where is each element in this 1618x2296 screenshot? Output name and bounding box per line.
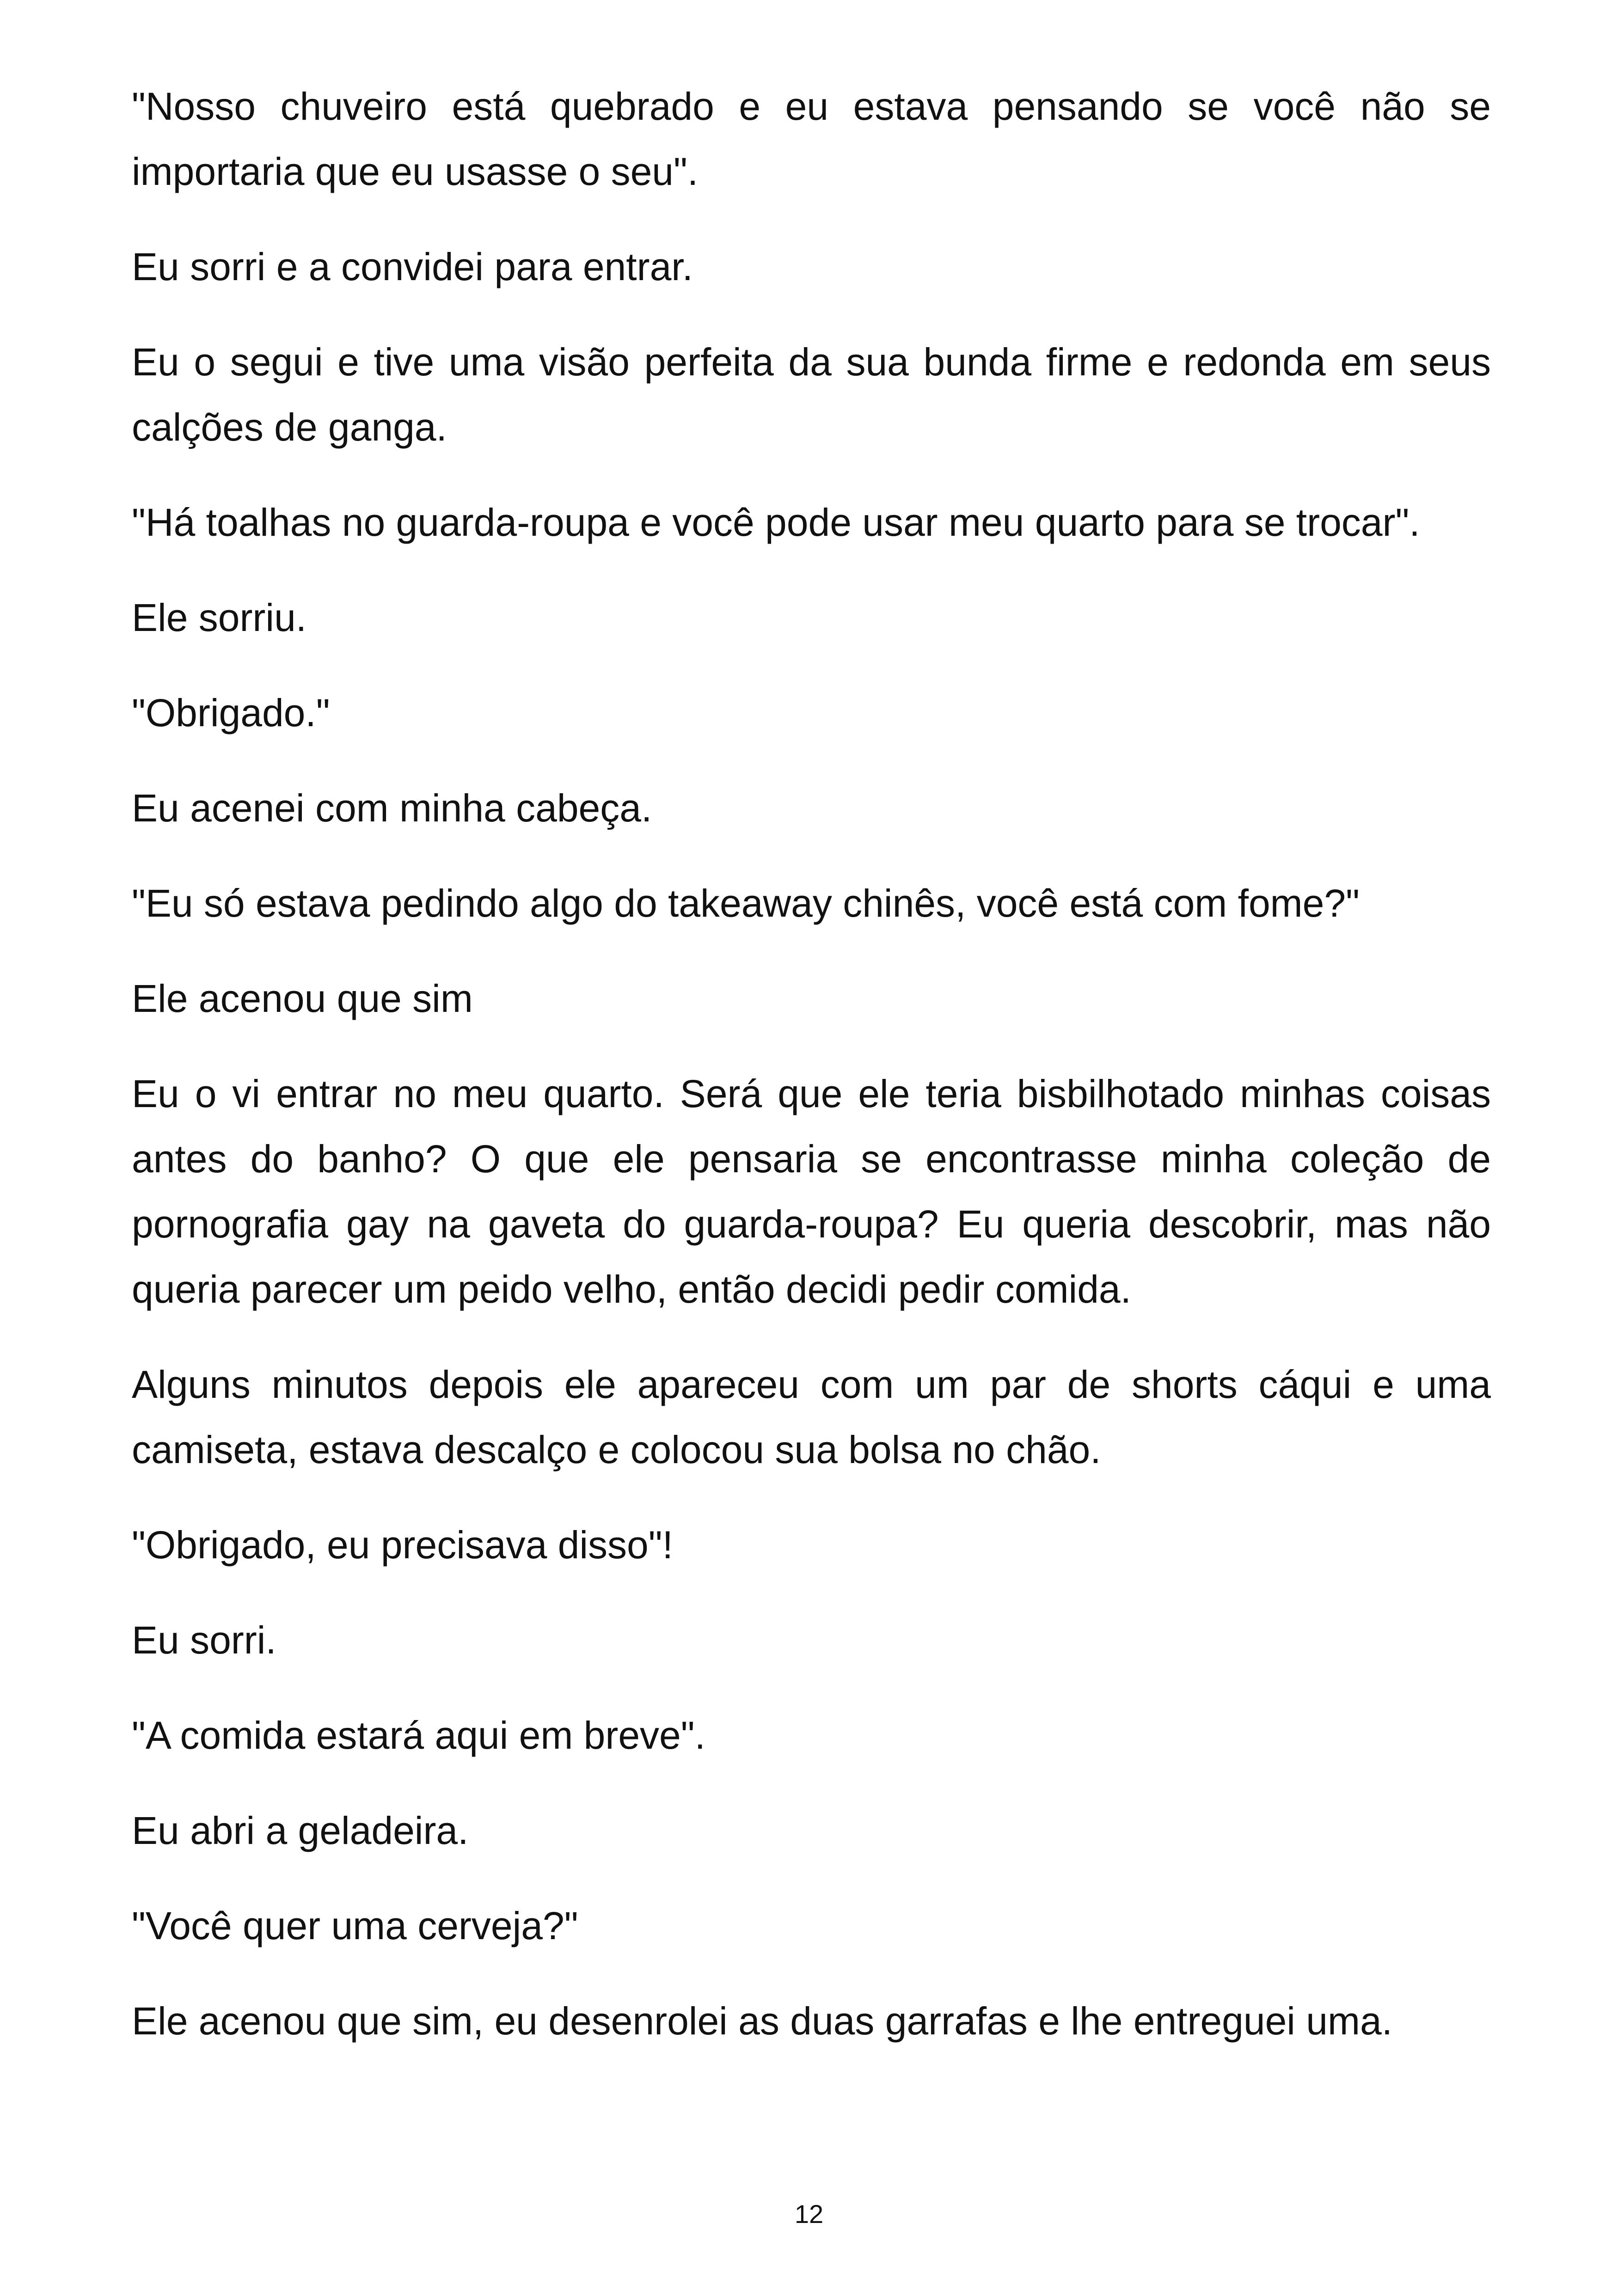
- paragraph: Eu o segui e tive uma visão perfeita da sua bunda firme e redonda em seus calções de ganga.: [132, 340, 1491, 449]
- paragraph: "Obrigado.": [132, 691, 330, 735]
- paragraph: "Há toalhas no guarda-roupa e você pode usar meu quarto para se trocar".: [132, 501, 1420, 544]
- paragraph: "Eu só estava pedindo algo do takeaway chinês, você está com fome?": [132, 882, 1360, 925]
- paragraph: Eu sorri.: [132, 1618, 276, 1662]
- paragraph: "Obrigado, eu precisava disso"!: [132, 1523, 673, 1567]
- paragraph: "A comida estará aqui em breve".: [132, 1714, 705, 1757]
- paragraph: Ele acenou que sim: [132, 977, 473, 1020]
- page-number: 12: [794, 2199, 824, 2229]
- paragraph: Ele acenou que sim, eu desenrolei as duas garrafas e lhe entreguei uma.: [132, 1999, 1393, 2043]
- paragraph: Alguns minutos depois ele apareceu com um par de shorts cáqui e uma camiseta, estava descalço e colocou sua bolsa no chão.: [132, 1363, 1491, 1471]
- paragraph: Eu acenei com minha cabeça.: [132, 786, 652, 830]
- paragraph: Eu sorri e a convidei para entrar.: [132, 245, 693, 288]
- paragraph: Eu abri a geladeira.: [132, 1809, 469, 1852]
- text-body: [132, 74, 1491, 2084]
- paragraph: "Você quer uma cerveja?": [132, 1904, 578, 1947]
- paragraph: "Nosso chuveiro está quebrado e eu estava pensando se você não se importaria que eu usasse o seu".: [132, 85, 1491, 193]
- paragraph: Ele sorriu.: [132, 596, 307, 639]
- paragraph: Eu o vi entrar no meu quarto. Será que ele teria bisbilhotado minhas coisas antes do banho? O que ele pensaria se encontrasse minha coleção de pornografia gay na gaveta do guarda-roupa? Eu queria descobrir, mas não queria parecer um peido velho, então decidi pedir comida.: [132, 1072, 1491, 1311]
